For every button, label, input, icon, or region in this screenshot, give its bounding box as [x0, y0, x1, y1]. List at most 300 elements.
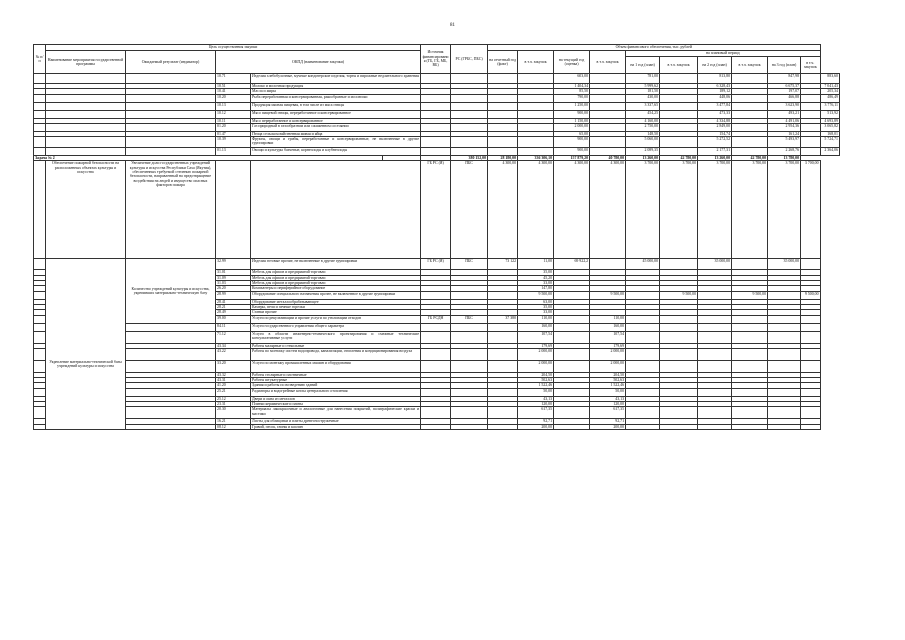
value-cell: 4 300,00 — [488, 161, 518, 259]
row-expected-result — [126, 407, 216, 419]
okpd-code: 43.32 — [216, 372, 251, 377]
okpd-name: Камеры, печи и печные горелки — [251, 304, 421, 309]
value-cell — [554, 315, 590, 323]
value-cell — [451, 102, 488, 110]
okpd-code: 23.31 — [216, 402, 251, 407]
value-cell: 69 922,2 — [554, 259, 590, 270]
value-cell — [488, 94, 518, 102]
value-cell: 37 380 — [488, 315, 518, 323]
value-cell: 4 300,00 — [554, 161, 590, 259]
value-cell: 847,98 — [768, 74, 801, 84]
rs-cell: ПБС — [451, 161, 488, 259]
value-cell — [768, 388, 801, 396]
value-cell: 7 041,43 — [820, 84, 839, 89]
task-value: 28 180,00 — [488, 156, 518, 161]
okpd-name: Оборудование специального назначения прочее, не включенное в другие группировки — [251, 291, 421, 299]
okpd-code: 28.99 — [216, 291, 251, 299]
row-no — [34, 388, 46, 396]
value-cell — [698, 315, 732, 323]
row-program-event — [46, 94, 126, 102]
table-row — [34, 424, 840, 429]
value-cell — [518, 102, 554, 110]
value-cell — [660, 148, 698, 156]
value-cell: 197,07 — [768, 89, 801, 94]
okpd-code: 28.21 — [216, 304, 251, 309]
value-cell — [732, 388, 768, 396]
value-cell — [518, 123, 554, 131]
value-cell: 92,71 — [590, 419, 626, 424]
row-no — [34, 424, 46, 429]
header-third-year: на 3 год (план) — [768, 57, 801, 74]
value-cell: 73 122 — [488, 259, 518, 270]
value-cell — [801, 348, 820, 360]
header-incl-1: в т.ч. закупок — [518, 51, 554, 74]
task-rows — [34, 156, 840, 430]
value-cell — [590, 94, 626, 102]
value-cell: 3 700,00 — [698, 161, 732, 259]
value-cell — [660, 348, 698, 360]
value-cell — [732, 348, 768, 360]
value-cell: 883,60 — [820, 74, 839, 84]
value-cell — [626, 331, 660, 343]
okpd-name — [251, 161, 421, 259]
value-cell — [801, 110, 820, 118]
header-current-year: на текущий год (оценка) — [554, 51, 590, 74]
value-cell — [626, 348, 660, 360]
value-cell — [518, 94, 554, 102]
task-value: 157 879,20 — [554, 156, 590, 161]
value-cell — [801, 331, 820, 343]
value-cell — [451, 137, 488, 148]
okpd-code: 28.49 — [216, 310, 251, 315]
value-cell — [801, 407, 820, 419]
value-cell — [732, 137, 768, 148]
value-cell — [698, 360, 732, 372]
value-cell — [768, 323, 801, 331]
value-cell — [801, 94, 820, 102]
value-cell — [488, 360, 518, 372]
value-cell — [732, 259, 768, 270]
value-cell: 179,69 — [590, 343, 626, 348]
value-cell — [801, 102, 820, 110]
value-cell — [732, 110, 768, 118]
value-cell: 3 623,90 — [768, 102, 801, 110]
value-cell — [660, 110, 698, 118]
value-cell: 160,00 — [590, 323, 626, 331]
okpd-name: Изделия готовые прочие, не включенные в другие группировки — [251, 259, 421, 270]
task-result: Увеличение доли государственных учреждений культуры и искусства Республики Саха (Якутия), обеспеченных требуемой степенью пожарной безопасности, направленный на предотвращение воздействия на людей и имущество опасных факторов пожара — [126, 161, 216, 259]
value-cell — [660, 102, 698, 110]
row-no — [34, 360, 46, 372]
okpd-code: 43.31 — [216, 378, 251, 383]
okpd-code: 10.71 — [216, 74, 251, 84]
header-okpd: ОКПД (наименование закупки) — [216, 51, 421, 74]
value-cell: 900,00 — [554, 110, 590, 118]
rs-cell: ПБС — [451, 315, 488, 323]
value-cell — [488, 123, 518, 131]
value-cell: 35 000,00 — [698, 259, 732, 270]
source-cell: ГБ РСДН — [421, 315, 451, 323]
value-cell — [590, 102, 626, 110]
rs-cell — [451, 424, 488, 429]
row-no — [34, 407, 46, 419]
value-cell: 4 491,06 — [768, 118, 801, 123]
value-cell: 189,12 — [698, 89, 732, 94]
value-cell — [698, 291, 732, 299]
task-label: Задача № 2 — [34, 156, 383, 161]
value-cell: 200,00 — [590, 424, 626, 429]
row-no — [34, 348, 46, 360]
value-cell: 2 000,00 — [554, 123, 590, 131]
page-number: 81 — [450, 23, 455, 28]
okpd-name: Птица сельскохозяйственная живая и яйца — [251, 131, 421, 136]
header-expected-result: Ожидаемый результат (индикатор) — [126, 51, 216, 74]
value-cell — [488, 291, 518, 299]
value-cell: 900,00 — [554, 148, 590, 156]
source-cell — [421, 424, 451, 429]
table-row — [34, 388, 840, 396]
value-cell: 6 328,43 — [698, 84, 732, 89]
value-cell — [421, 74, 451, 84]
row-program-event — [46, 110, 126, 118]
value-cell — [626, 323, 660, 331]
value-cell — [660, 360, 698, 372]
row-expected-result — [126, 360, 216, 372]
value-cell: 35,00 — [518, 270, 554, 275]
row-expected-result — [126, 424, 216, 429]
header-second-year: на 2 год (план) — [698, 57, 732, 74]
okpd-name: Двери и окна из металлов — [251, 396, 421, 401]
value-cell: 3 776,11 — [820, 102, 839, 110]
okpd-name: Продукция мясная пищевая, в том числе из мяса птицы — [251, 102, 421, 110]
value-cell — [554, 424, 590, 429]
value-cell: 110,00 — [518, 315, 554, 323]
okpd-name: Листы для облицовки и плиты древесностружечные — [251, 419, 421, 424]
value-cell: 1 150,00 — [554, 118, 590, 123]
value-cell: 120,00 — [590, 402, 626, 407]
value-cell: 120,00 — [518, 402, 554, 407]
table-row — [34, 110, 840, 118]
value-cell: 45 000,00 — [626, 259, 660, 270]
value-cell: 110,00 — [590, 315, 626, 323]
value-cell — [660, 315, 698, 323]
value-cell: 45,20 — [518, 275, 554, 280]
okpd-code: 28.41 — [216, 299, 251, 304]
value-cell — [421, 110, 451, 118]
okpd-code: 31.03 — [216, 281, 251, 286]
okpd-name: Мясо пищевой птицы, переработанное и консервированное — [251, 110, 421, 118]
okpd-code: 08.12 — [216, 424, 251, 429]
header-source: Источник финансирования (ГБ, ГБ, МБ, ВБ) — [421, 45, 451, 74]
value-cell: 5 724,71 — [820, 137, 839, 148]
source-cell — [421, 291, 451, 299]
value-cell: 790,00 — [554, 94, 590, 102]
value-cell — [451, 110, 488, 118]
value-cell — [626, 315, 660, 323]
okpd-code: 31.01 — [216, 270, 251, 275]
value-cell: 513,92 — [820, 110, 839, 118]
table-row — [34, 123, 840, 131]
value-cell: 50,00 — [518, 388, 554, 396]
row-program-event — [46, 137, 126, 148]
value-cell — [801, 137, 820, 148]
row-expected-result — [126, 323, 216, 331]
row-program-event — [46, 123, 126, 131]
value-cell: 2 089,35 — [626, 148, 660, 156]
value-cell — [590, 123, 626, 131]
header-incl-2: в т.ч. закупок — [590, 51, 626, 74]
value-cell — [801, 315, 820, 323]
value-cell: 9 500,00 — [732, 291, 768, 299]
value-cell — [768, 315, 801, 323]
value-cell — [451, 148, 488, 156]
value-cell — [768, 348, 801, 360]
value-cell: 4 300,00 — [590, 161, 626, 259]
value-cell: 2 000,00 — [590, 360, 626, 372]
value-cell — [554, 291, 590, 299]
header-incl-5: в т.ч. закупок — [801, 57, 820, 74]
value-cell — [488, 348, 518, 360]
value-cell: 813,80 — [698, 74, 732, 84]
okpd-name: Мебель для офисов и предприятий торговли — [251, 275, 421, 280]
value-cell: 617,35 — [590, 407, 626, 419]
value-cell: 33,00 — [518, 310, 554, 315]
value-cell: 63,00 — [518, 299, 554, 304]
value-cell — [554, 348, 590, 360]
value-cell — [732, 407, 768, 419]
value-cell — [801, 424, 820, 429]
value-cell: 5 272,52 — [698, 137, 732, 148]
header-goal: Цель осуществления закупки — [46, 45, 421, 51]
row-no — [34, 94, 46, 102]
source-cell: ГБ РС (Я) — [421, 259, 451, 270]
value-cell: 448,06 — [698, 94, 732, 102]
value-cell — [660, 424, 698, 429]
row-no — [34, 102, 46, 110]
row-expected-result — [126, 94, 216, 102]
value-cell — [732, 315, 768, 323]
task-value: 42 780,00 — [660, 156, 698, 161]
okpd-code: 10.11 — [216, 118, 251, 123]
source-cell — [421, 360, 451, 372]
value-cell — [732, 102, 768, 110]
value-cell: 466,88 — [768, 94, 801, 102]
header-no: № п/п — [34, 45, 46, 74]
task-value: 380 152,00 — [451, 156, 488, 161]
okpd-name: Масла и жиры — [251, 89, 421, 94]
value-cell — [801, 388, 820, 396]
okpd-name: Овощи и культуры бахчевые, корнеплоды и клубнеплоды — [251, 148, 421, 156]
value-cell: 4 160,00 — [626, 118, 660, 123]
value-cell — [518, 74, 554, 84]
okpd-code: 10.39 — [216, 137, 251, 148]
rs-cell — [451, 323, 488, 331]
value-cell — [488, 102, 518, 110]
value-cell: 35 000,00 — [768, 259, 801, 270]
table-row — [34, 102, 840, 110]
value-cell — [801, 123, 820, 131]
value-cell — [421, 148, 451, 156]
value-cell: 603,00 — [554, 74, 590, 84]
value-cell: 9 500,00 — [801, 291, 820, 299]
value-cell — [768, 407, 801, 419]
value-cell — [732, 323, 768, 331]
row-expected-result — [126, 348, 216, 360]
source-cell — [421, 348, 451, 360]
value-cell: 9 500,00 — [518, 291, 554, 299]
row-expected-result — [126, 137, 216, 148]
value-cell — [732, 360, 768, 372]
value-cell — [554, 388, 590, 396]
value-cell: 161,24 — [768, 131, 801, 136]
source-cell — [421, 331, 451, 343]
okpd-name: Гравий, песок, глины и каолин — [251, 424, 421, 429]
value-cell — [801, 74, 820, 84]
okpd-code: 26.20 — [216, 286, 251, 291]
row-no — [34, 123, 46, 131]
value-cell — [590, 110, 626, 118]
okpd-code: 01.13 — [216, 148, 251, 156]
okpd-name: Услуги по монтажу промышленных машин и оборудования — [251, 360, 421, 372]
okpd-name: Услуги государственного управления общего характера — [251, 323, 421, 331]
value-cell: 11,00 — [518, 259, 554, 270]
table-row — [34, 161, 840, 259]
value-cell — [732, 424, 768, 429]
okpd-code: 10.41 — [216, 89, 251, 94]
value-cell — [451, 94, 488, 102]
value-cell: 43,13 — [590, 396, 626, 401]
rs-cell: ПБС — [451, 259, 488, 270]
value-cell: 1 250,00 — [554, 102, 590, 110]
value-cell — [698, 388, 732, 396]
task-value: 42 780,00 — [732, 156, 768, 161]
value-cell: 6 675,37 — [768, 84, 801, 89]
value-cell — [626, 424, 660, 429]
okpd-name: Услуги по рекультивации и прочие услуги по утилизации отходов — [251, 315, 421, 323]
value-cell — [554, 331, 590, 343]
okpd-name: Компьютеры и периферийное оборудование — [251, 286, 421, 291]
row-no — [34, 331, 46, 343]
value-cell — [518, 110, 554, 118]
value-cell: 92,71 — [518, 419, 554, 424]
okpd-code: 01.47 — [216, 131, 251, 136]
okpd-name: Мебель для офисов и предприятий торговли — [251, 281, 421, 286]
table-row — [34, 259, 840, 270]
value-cell: 4 693,89 — [820, 118, 839, 123]
rs-cell — [451, 291, 488, 299]
row-no — [34, 74, 46, 84]
header-first-year: на 1 год (план) — [626, 57, 660, 74]
value-cell: 5 060,00 — [626, 137, 660, 148]
value-cell — [421, 102, 451, 110]
row-no — [34, 291, 46, 299]
value-cell: 4 334,88 — [698, 118, 732, 123]
group-event: Укрепление материально-технической базы учреждений культуры и искусства — [49, 359, 122, 369]
okpd-name: Работы столярные и плотничные — [251, 372, 421, 377]
okpd-name: Здания и работы по возведению зданий — [251, 383, 421, 388]
okpd-name: Мясо переработанное и консервированное — [251, 118, 421, 123]
okpd-code: 10.13 — [216, 102, 251, 110]
value-cell: 154,74 — [698, 131, 732, 136]
value-cell: 85,50 — [554, 89, 590, 94]
group-event-cell — [46, 259, 126, 429]
okpd-code: 39.00 — [216, 315, 251, 323]
value-cell: 160,00 — [518, 323, 554, 331]
value-cell — [801, 360, 820, 372]
value-cell: 781,00 — [626, 74, 660, 84]
value-cell — [488, 323, 518, 331]
okpd-name: Оборудование металлообрабатывающее — [251, 299, 421, 304]
value-cell: 2 268,76 — [768, 148, 801, 156]
row-program-event — [46, 74, 126, 84]
value-cell — [421, 94, 451, 102]
okpd-name: Материалы лакокрасочные и аналогичные для нанесения покрытий, полиграфические краски и мастики — [251, 407, 421, 419]
okpd-name: Изделия хлебобулочные, мучные кондитерские изделия, торты и пирожные недлительного хранения — [251, 74, 421, 84]
value-cell — [488, 74, 518, 84]
okpd-name: Работы малярные и стекольные — [251, 343, 421, 348]
value-cell — [626, 388, 660, 396]
row-no — [34, 148, 46, 156]
okpd-code: 43.34 — [216, 343, 251, 348]
value-cell — [590, 259, 626, 270]
value-cell: 107,54 — [590, 331, 626, 343]
value-cell: 3 065,82 — [820, 123, 839, 131]
row-no — [34, 259, 46, 270]
value-cell: 502,63 — [518, 378, 554, 383]
value-cell — [801, 148, 820, 156]
row-no — [34, 323, 46, 331]
value-cell — [698, 348, 732, 360]
okpd-code: 25.12 — [216, 396, 251, 401]
value-cell — [626, 360, 660, 372]
table-row — [34, 148, 840, 156]
okpd-name: Мебель для офисов и предприятий торговли — [251, 270, 421, 275]
value-cell: 617,35 — [518, 407, 554, 419]
row-expected-result — [126, 331, 216, 343]
value-cell — [518, 137, 554, 148]
value-cell — [660, 123, 698, 131]
value-cell: 148,50 — [626, 131, 660, 136]
table-row — [34, 348, 840, 360]
value-cell — [660, 137, 698, 148]
source-cell — [421, 323, 451, 331]
value-cell — [801, 259, 820, 270]
procurement-table — [33, 44, 840, 430]
source-cell — [421, 407, 451, 419]
value-cell — [488, 137, 518, 148]
okpd-code: 16.21 — [216, 419, 251, 424]
value-cell: 3 700,00 — [801, 161, 820, 259]
table-row — [34, 331, 840, 343]
row-expected-result — [126, 388, 216, 396]
task-value: 40 780,00 — [590, 156, 626, 161]
task-goal: Обеспечение пожарной безопасности на расположенных объектах культуры и искусства — [46, 161, 126, 259]
value-cell — [554, 407, 590, 419]
okpd-name: Плитки керамические и плиты — [251, 402, 421, 407]
value-cell — [698, 331, 732, 343]
value-cell — [698, 323, 732, 331]
value-cell — [451, 123, 488, 131]
value-cell: 2 849,00 — [698, 123, 732, 131]
value-cell — [660, 331, 698, 343]
header-incl-3: в т.ч. закупок — [660, 57, 698, 74]
value-cell: 200,00 — [518, 424, 554, 429]
value-cell: 3 700,00 — [660, 161, 698, 259]
row-no — [34, 137, 46, 148]
value-cell: 181,50 — [626, 89, 660, 94]
okpd-code: 33.20 — [216, 360, 251, 372]
value-cell: 3 700,00 — [732, 161, 768, 259]
